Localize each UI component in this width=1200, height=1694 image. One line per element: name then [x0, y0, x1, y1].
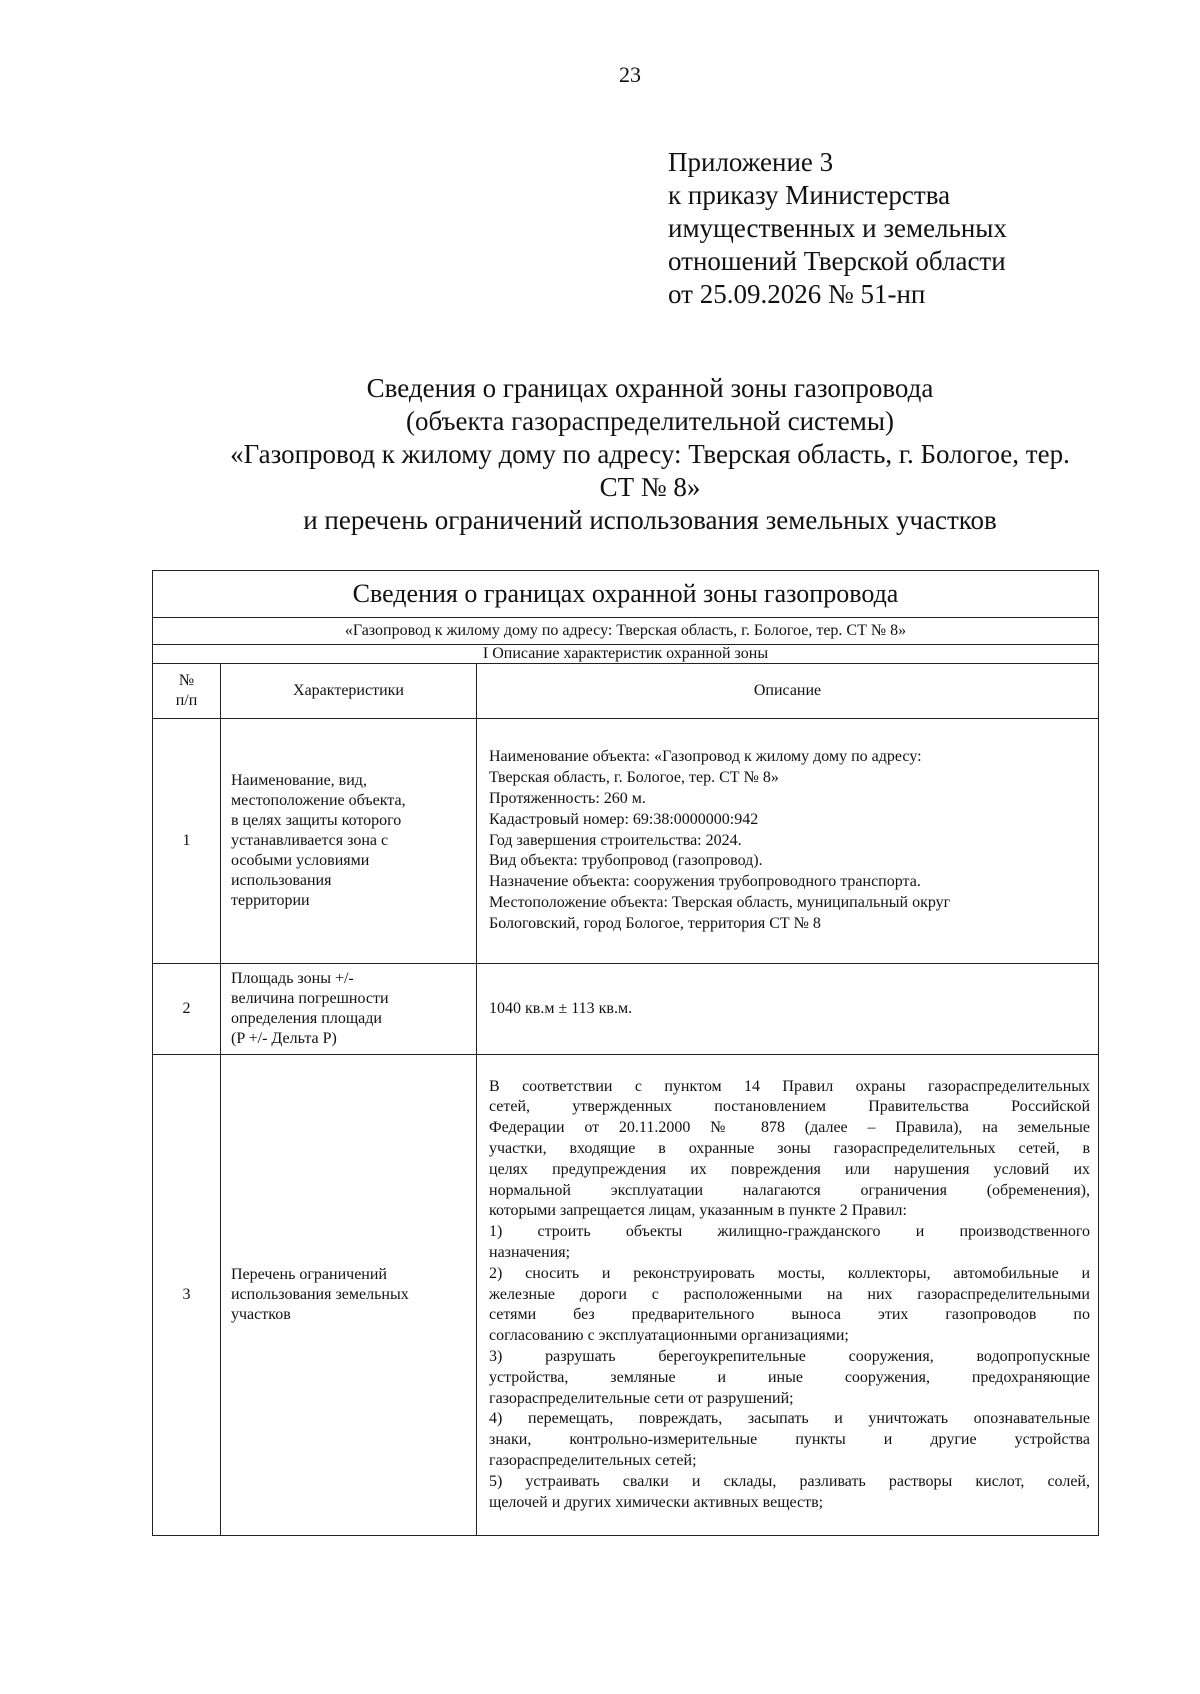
column-header-characteristics: Характеристики — [221, 664, 477, 719]
title-line: и перечень ограничений использования земельных участков — [303, 505, 997, 535]
table-heading-row — [153, 571, 1099, 618]
row-characteristic: Площадь зоны +/- величина погрешности определения площади (P +/- Дельта P) — [221, 964, 477, 1055]
zone-table-wrapper — [152, 570, 1098, 1536]
appendix-block — [668, 146, 1007, 311]
appendix-line: от 25.09.2026 № 51-нп — [668, 279, 926, 309]
document-title — [150, 372, 1150, 537]
appendix-line: отношений Тверской области — [668, 246, 1006, 276]
appendix-line: Приложение 3 — [668, 147, 834, 177]
title-line: Сведения о границах охранной зоны газопровода — [366, 373, 934, 403]
table-row — [153, 719, 1099, 964]
column-header-number: № п/п — [153, 664, 221, 719]
table-row — [153, 964, 1099, 1055]
table-header-row — [153, 664, 1099, 719]
table-subheading-row — [153, 618, 1099, 645]
table-section-row — [153, 645, 1099, 664]
table-row — [153, 1055, 1099, 1536]
row-characteristic: Наименование, вид, местоположение объекта, в целях защиты которого устанавливается зона с особыми условиями использования территории — [221, 719, 477, 964]
column-header-description: Описание — [477, 664, 1099, 719]
row-description: В соответствии с пунктом 14 Правил охраны газораспределительных сетей, утвержденных постановлением Правительства Российской Федерации от 20.11.2000 № 878 (далее – Правила), на земельные участки, входящие в охранные зоны газораспределительных сетей, в целях предупреждения их повреждения или нарушения условий их нормальной эксплуатации налагаются ограничения (обременения), которыми запрещается лицам, указанным в пункте 2 Правил: 1) строить объекты жилищно-гражданского и производственного назначения; 2) сносить и реконструировать мосты, коллекторы, автомобильные и железные дороги с расположенными на них газораспределительными сетями без предварительного выноса этих газопроводов по согласованию с эксплуатационными организациями; 3) разрушать берегоукрепительные сооружения, водопропускные устройства, земляные и иные сооружения, предохраняющие газораспределительные сети от разрушений; 4) перемещать, повреждать, засыпать и уничтожать опознавательные знаки, контрольно-измерительные пункты и другие устройства газораспределительных сетей; 5) устраивать свалки и склады, разливать растворы кислот, солей, щелочей и других химически активных веществ; — [477, 1055, 1099, 1536]
row-characteristic: Перечень ограничений использования земельных участков — [221, 1055, 477, 1536]
row-number: 1 — [153, 719, 221, 964]
title-line: СТ № 8» — [599, 472, 701, 502]
row-description: 1040 кв.м ± 113 кв.м. — [477, 964, 1099, 1055]
page-number: 23 — [619, 62, 641, 87]
zone-table — [152, 570, 1099, 1536]
title-line: «Газопровод к жилому дому по адресу: Тверская область, г. Бологое, тер. — [230, 439, 1070, 469]
appendix-line: к приказу Министерства — [668, 180, 951, 210]
table-heading: Сведения о границах охранной зоны газопровода — [153, 571, 1099, 618]
row-number: 2 — [153, 964, 221, 1055]
row-description: Наименование объекта: «Газопровод к жилому дому по адресу: Тверская область, г. Бологое, тер. СТ № 8» Протяженность: 260 м. Кадастровый номер: 69:38:0000000:942 Год завершения строительства: 2024. Вид объекта: трубопровод (газопровод). Назначение объекта: сооружения трубопроводного транспорта. Местоположение объекта: Тверская область, муниципальный округ Бологовский, город Бологое, территория СТ № 8 — [477, 719, 1099, 964]
table-section-title: I Описание характеристик охранной зоны — [153, 645, 1099, 664]
row-number: 3 — [153, 1055, 221, 1536]
table-subheading: «Газопровод к жилому дому по адресу: Тверская область, г. Бологое, тер. СТ № 8» — [153, 618, 1099, 645]
title-line: (объекта газораспределительной системы) — [405, 406, 895, 436]
appendix-line: имущественных и земельных — [668, 213, 1007, 243]
